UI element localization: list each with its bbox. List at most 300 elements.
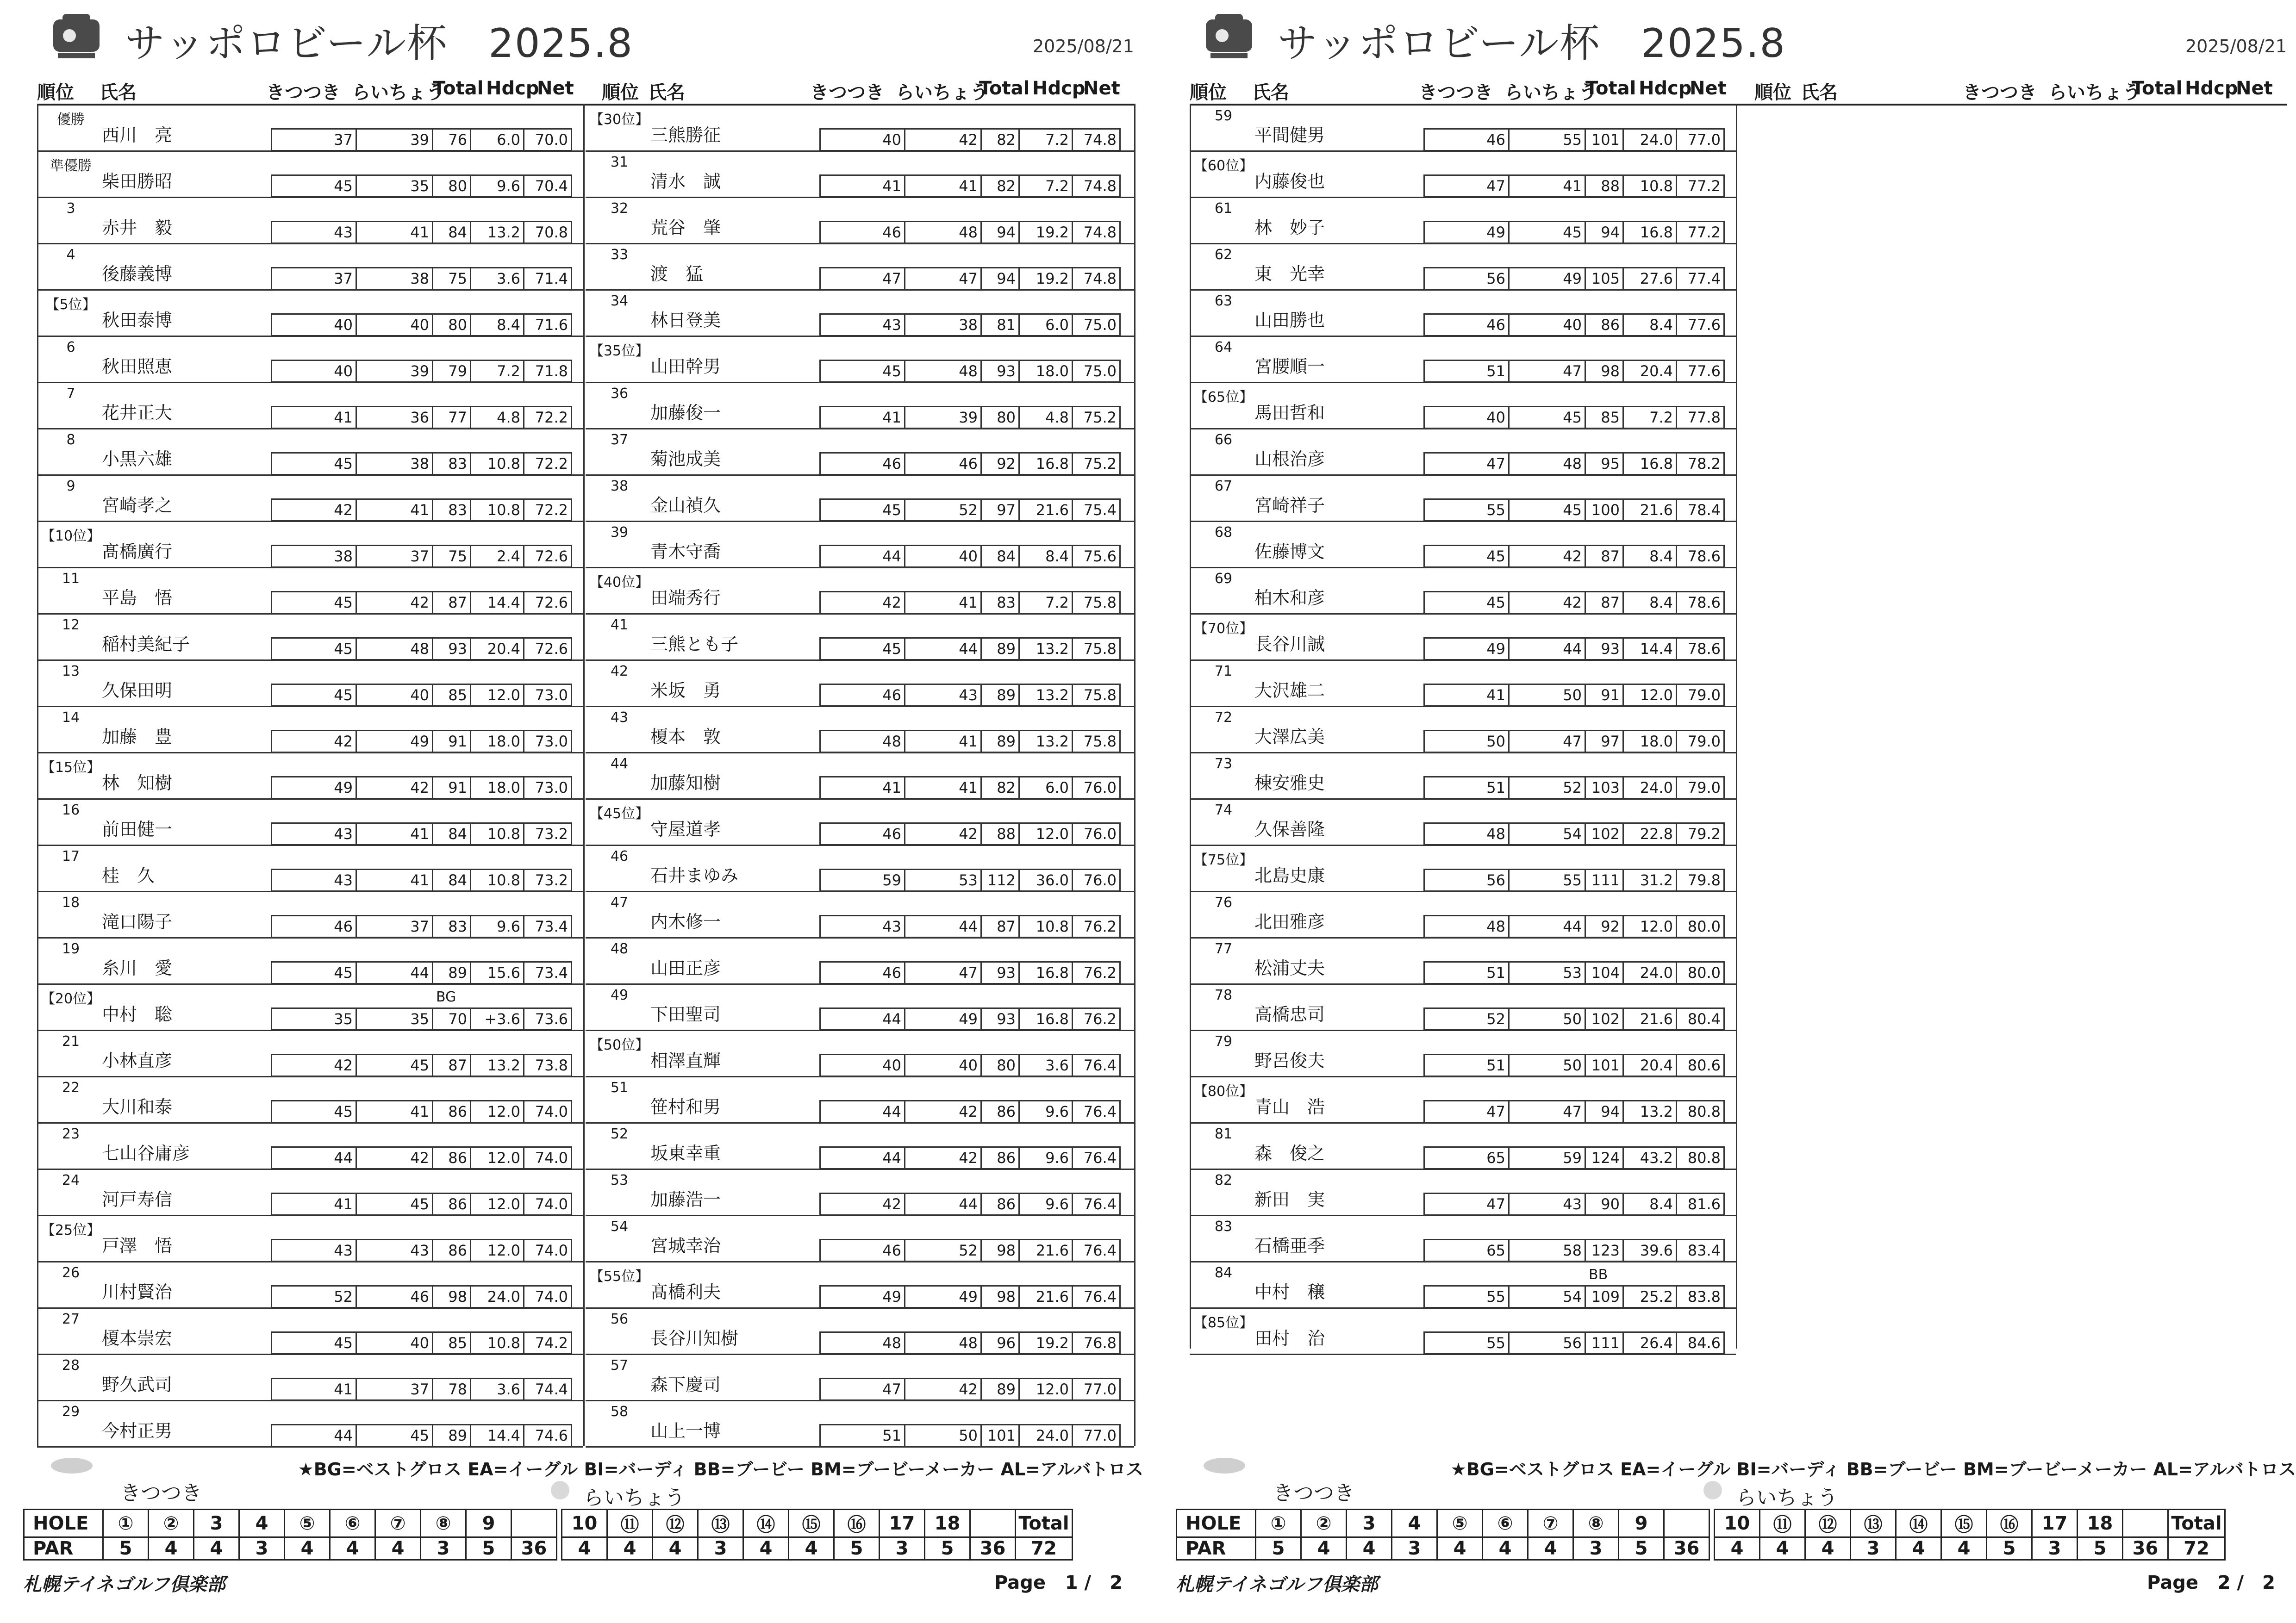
net-score: 74.8 — [1083, 270, 1117, 287]
handicap: 4.8 — [1020, 407, 1073, 428]
hole-number: ⑭ — [1896, 1510, 1941, 1537]
rank-cell: 【20位】 — [41, 991, 101, 1007]
total-score: 88 — [982, 824, 1020, 844]
total-score: 90 — [1586, 1194, 1624, 1214]
page-footer — [1176, 1449, 2296, 1623]
net-score: 75.8 — [1083, 594, 1117, 611]
out-score: 46 — [272, 916, 357, 937]
total-score: 111 — [1586, 1333, 1624, 1353]
out-score: 46 — [1425, 315, 1510, 335]
rank-cell: 【80位】 — [1193, 1083, 1254, 1100]
out-score: 45 — [1425, 592, 1510, 613]
out-score: 52 — [1425, 1009, 1510, 1029]
rank-cell: 22 — [62, 1080, 80, 1096]
total-label: Total — [2168, 1510, 2225, 1537]
hole-number: ① — [1256, 1510, 1301, 1537]
in-score: 41 — [357, 500, 433, 520]
par-value: 3 — [239, 1537, 285, 1560]
out-score: 37 — [272, 268, 357, 289]
score-cells — [271, 174, 572, 198]
par-value: 4 — [1715, 1537, 1760, 1560]
out-score: 45 — [272, 685, 357, 705]
player-name: 久保善隆 — [1254, 819, 1325, 839]
result-row — [586, 1400, 1134, 1448]
handicap: 19.2 — [1020, 268, 1073, 289]
out-score: 41 — [1425, 685, 1510, 705]
rank-cell: 56 — [610, 1311, 629, 1327]
in-score: 37 — [357, 546, 433, 566]
out-score: 47 — [1425, 1194, 1510, 1214]
out-score: 45 — [272, 639, 357, 659]
net-score: 76.4 — [1083, 1103, 1117, 1120]
total-score: 86 — [982, 1148, 1020, 1168]
score-cells — [271, 1239, 572, 1262]
out-score: 40 — [821, 1055, 905, 1076]
net-score: 73.4 — [535, 918, 568, 935]
total-score: 89 — [433, 1425, 471, 1446]
out-score: 37 — [272, 130, 357, 150]
out-score: 65 — [1425, 1148, 1510, 1168]
page-footer — [23, 1449, 1148, 1623]
hole-number: ⑥ — [1483, 1510, 1528, 1537]
in-score: 40 — [357, 685, 433, 705]
player-name: 中村 穣 — [1254, 1282, 1325, 1302]
player-name: 北田雅彦 — [1254, 912, 1325, 932]
result-row — [1190, 798, 1736, 846]
result-row — [1190, 150, 1736, 198]
total-score: 105 — [1586, 268, 1624, 289]
in-score: 42 — [905, 130, 982, 150]
total-score: 78 — [433, 1379, 471, 1399]
handicap: 19.2 — [1020, 222, 1073, 243]
player-name: 前田健一 — [102, 819, 173, 839]
in-score: 41 — [905, 731, 982, 752]
par-value: 3 — [698, 1537, 743, 1560]
in-score: 47 — [905, 963, 982, 983]
net-score: 72.2 — [535, 455, 568, 473]
handicap: 24.0 — [1020, 1425, 1073, 1446]
rank-cell: 14 — [62, 709, 80, 726]
course-out-label: きつつき — [120, 1481, 202, 1505]
player-name: 内木修一 — [650, 912, 721, 932]
result-row — [586, 1307, 1134, 1355]
net-score: 74.8 — [1083, 131, 1117, 149]
in-score: 41 — [905, 592, 982, 613]
hole-number: 17 — [880, 1510, 925, 1537]
in-score: 50 — [905, 1425, 982, 1446]
player-name: 石井まゆみ — [650, 865, 739, 886]
result-row — [37, 521, 583, 568]
player-name: 高橋忠司 — [1254, 1004, 1325, 1025]
net-score: 74.4 — [535, 1380, 568, 1398]
handicap: 12.0 — [471, 685, 524, 705]
rank-cell: 71 — [1214, 663, 1233, 679]
player-name: 野久武司 — [102, 1374, 173, 1395]
player-name: 田端秀行 — [650, 588, 721, 608]
score-cells — [271, 1007, 572, 1031]
rank-cell: 57 — [610, 1357, 629, 1374]
rank-cell: 42 — [610, 663, 629, 679]
in-score: 56 — [1510, 1333, 1586, 1353]
result-row — [1190, 613, 1736, 661]
total-score: 91 — [1586, 685, 1624, 705]
page-title: サッポロビール杯 2025.8 — [125, 20, 634, 67]
result-row — [586, 1169, 1134, 1216]
score-cells — [1423, 1193, 1725, 1216]
out-score: 59 — [821, 870, 905, 890]
net-score: 77.8 — [1687, 409, 1721, 426]
out-score: 46 — [821, 963, 905, 983]
rank-cell: 67 — [1214, 478, 1233, 494]
print-date: 2025/08/21 — [2185, 36, 2287, 56]
result-row — [586, 1122, 1134, 1170]
player-name: 滝口陽子 — [102, 912, 173, 932]
score-cells — [1423, 730, 1725, 753]
result-row — [586, 1215, 1134, 1262]
player-name: 山上一博 — [650, 1421, 721, 1441]
hdcp-header: Hdcp — [486, 78, 539, 99]
par-value: 4 — [1941, 1537, 1987, 1560]
player-name: 川村賢治 — [102, 1282, 173, 1302]
player-name: 長谷川誠 — [1254, 634, 1325, 654]
result-row — [37, 983, 583, 1031]
total-score: 98 — [982, 1287, 1020, 1307]
net-score: 72.2 — [535, 409, 568, 426]
name-header: 氏名 — [100, 82, 137, 103]
score-cells — [819, 1193, 1121, 1216]
handicap: 22.8 — [1624, 824, 1677, 844]
rank-cell: 33 — [610, 247, 629, 263]
handicap: 9.6 — [471, 916, 524, 937]
total-score: 85 — [1586, 407, 1624, 428]
out-score: 44 — [821, 1101, 905, 1122]
total-score: 91 — [433, 777, 471, 798]
hole-number: ② — [1301, 1510, 1347, 1537]
par-value: 4 — [375, 1537, 421, 1560]
rank-cell: 76 — [1214, 895, 1233, 911]
out-score: 43 — [272, 222, 357, 243]
par-label: PAR — [1177, 1537, 1256, 1560]
name-header: 氏名 — [1252, 82, 1289, 103]
player-name: 東 光幸 — [1254, 264, 1325, 284]
result-row — [1190, 706, 1736, 753]
in-score: 42 — [905, 1148, 982, 1168]
rank-cell: 49 — [610, 987, 629, 1003]
in-score: 47 — [1510, 1101, 1586, 1122]
result-row — [586, 150, 1134, 198]
out-score: 42 — [821, 592, 905, 613]
total-header: Total — [2132, 78, 2183, 99]
out-score: 49 — [272, 777, 357, 798]
in-score: 39 — [357, 361, 433, 381]
hole-number: 9 — [466, 1510, 512, 1537]
handicap: 18.0 — [471, 731, 524, 752]
out-score: 42 — [272, 500, 357, 520]
net-header: Net — [1083, 78, 1120, 99]
in-score: 48 — [905, 361, 982, 381]
handicap: 14.4 — [471, 592, 524, 613]
hole-number: ① — [103, 1510, 149, 1537]
handicap: 25.2 — [1624, 1287, 1677, 1307]
handicap: 7.2 — [1624, 407, 1677, 428]
par-value: 4 — [285, 1537, 330, 1560]
handicap: 21.6 — [1624, 500, 1677, 520]
total-score: 81 — [982, 315, 1020, 335]
in-score: 45 — [357, 1194, 433, 1214]
score-cells — [819, 1239, 1121, 1262]
result-row — [37, 289, 583, 337]
in-score: 42 — [357, 592, 433, 613]
in-header: らいちょう — [1504, 82, 1597, 103]
total-score: 96 — [982, 1333, 1020, 1353]
par-value: 3 — [421, 1537, 466, 1560]
name-header: 氏名 — [1801, 82, 1838, 103]
rank-cell: 74 — [1214, 802, 1233, 818]
result-row — [586, 428, 1134, 476]
par-value: 5 — [466, 1537, 512, 1560]
handicap: 12.0 — [1624, 916, 1677, 937]
hole-number: 18 — [2078, 1510, 2123, 1537]
player-name: 山田幹男 — [650, 356, 721, 377]
score-cells — [271, 637, 572, 660]
out-header: きつつき — [1419, 82, 1493, 103]
handicap: 31.2 — [1624, 870, 1677, 890]
in-score: 40 — [1510, 315, 1586, 335]
award-mark: BB — [1589, 1267, 1608, 1283]
spacer — [557, 1510, 562, 1537]
net-header: Net — [2236, 78, 2273, 99]
score-cells — [1423, 1146, 1725, 1169]
player-name: 中村 聡 — [102, 1004, 173, 1025]
hole-number: ⑦ — [375, 1510, 421, 1537]
net-score: 76.4 — [1083, 1242, 1117, 1259]
net-score: 76.8 — [1083, 1334, 1117, 1352]
rank-cell: 17 — [62, 848, 80, 864]
legend: ★BG=ベストグロス EA=イーグル BI=バーディ BB=ブービー BM=ブービーメーカー AL=アルバトロス — [1450, 1459, 2296, 1480]
page-header — [23, 0, 1148, 69]
in-score: 49 — [1510, 268, 1586, 289]
score-cells — [1423, 360, 1725, 383]
player-name: 秋田照恵 — [102, 356, 173, 377]
par-value: 4 — [1483, 1537, 1528, 1560]
net-score: 78.6 — [1687, 640, 1721, 658]
out-score: 55 — [1425, 1333, 1510, 1353]
page-label: Page — [994, 1572, 1046, 1593]
total-score: 79 — [433, 361, 471, 381]
handicap: 21.6 — [1020, 1287, 1073, 1307]
net-score: 72.6 — [535, 547, 568, 565]
total-score: 86 — [1586, 315, 1624, 335]
par-value: 4 — [789, 1537, 834, 1560]
in-score: 41 — [905, 176, 982, 196]
par-value: 4 — [1301, 1537, 1347, 1560]
net-score: 80.0 — [1687, 918, 1721, 935]
hole-label: HOLE — [24, 1510, 103, 1537]
score-cells — [271, 1424, 572, 1447]
total-score: 77 — [433, 407, 471, 428]
player-name: 加藤 豊 — [102, 727, 173, 747]
player-name: 赤井 毅 — [102, 218, 173, 238]
hdcp-header: Hdcp — [1639, 78, 1692, 99]
rank-cell: 84 — [1214, 1265, 1233, 1281]
net-score: 76.4 — [1083, 1195, 1117, 1213]
rank-cell: 58 — [610, 1404, 629, 1420]
in-score: 59 — [1510, 1148, 1586, 1168]
net-score: 71.4 — [535, 270, 568, 287]
result-row — [1190, 891, 1736, 939]
result-row — [1190, 243, 1736, 291]
rank-cell: 【10位】 — [41, 528, 101, 544]
par-value: 4 — [330, 1537, 375, 1560]
result-row — [37, 659, 583, 707]
handicap: 10.8 — [471, 824, 524, 844]
rank-cell: 26 — [62, 1265, 80, 1281]
total-score: 83 — [433, 454, 471, 474]
player-name: 小黒六雄 — [102, 449, 173, 469]
total-label: Total — [1016, 1510, 1073, 1537]
rank-cell: 53 — [610, 1172, 629, 1188]
handicap: 3.6 — [1020, 1055, 1073, 1076]
hole-number: ⑮ — [789, 1510, 834, 1537]
handicap: 16.8 — [1624, 222, 1677, 243]
award-mark: BG — [436, 989, 456, 1005]
spacer — [1710, 1537, 1715, 1560]
in-score: 41 — [357, 824, 433, 844]
handicap: 18.0 — [471, 777, 524, 798]
handicap: 36.0 — [1020, 870, 1073, 890]
par-value: 5 — [834, 1537, 880, 1560]
handicap: 2.4 — [471, 546, 524, 566]
rank-cell: 優勝 — [57, 112, 85, 128]
out-score: 45 — [272, 592, 357, 613]
result-row — [1190, 1261, 1736, 1309]
result-row — [1190, 1215, 1736, 1262]
net-score: 76.4 — [1083, 1057, 1117, 1074]
net-score: 72.6 — [535, 594, 568, 611]
hole-number: ⑬ — [1851, 1510, 1896, 1537]
result-row — [37, 197, 583, 244]
golf-ball-icon — [51, 1458, 93, 1474]
player-name: 守屋道孝 — [650, 819, 721, 839]
player-name: 清水 誠 — [650, 171, 721, 192]
player-name: 内藤俊也 — [1254, 171, 1325, 192]
result-row — [586, 891, 1134, 939]
net-score: 75.2 — [1083, 409, 1117, 426]
out-score: 52 — [272, 1287, 357, 1307]
handicap: 24.0 — [1624, 777, 1677, 798]
net-score: 75.0 — [1083, 316, 1117, 334]
handicap: 10.8 — [471, 870, 524, 890]
handicap: 14.4 — [1624, 639, 1677, 659]
player-name: 大沢雄二 — [1254, 680, 1325, 701]
score-cells — [1423, 915, 1725, 938]
total-score: 98 — [433, 1287, 471, 1307]
net-score: 72.6 — [535, 640, 568, 658]
out-score: 50 — [1425, 731, 1510, 752]
rank-cell: 29 — [62, 1404, 80, 1420]
score-cells — [1423, 776, 1725, 799]
score-cells — [819, 1424, 1121, 1447]
result-row — [37, 1215, 583, 1262]
handicap: 18.0 — [1020, 361, 1073, 381]
out-score: 48 — [1425, 824, 1510, 844]
in-score: 47 — [1510, 731, 1586, 752]
out-score: 38 — [272, 546, 357, 566]
hole-number: ⑭ — [743, 1510, 789, 1537]
par-value: 5 — [1987, 1537, 2032, 1560]
total-score: 98 — [982, 1240, 1020, 1261]
total-score: 89 — [982, 685, 1020, 705]
out-score: 49 — [1425, 222, 1510, 243]
rank-cell: 28 — [62, 1357, 80, 1374]
score-cells — [819, 776, 1121, 799]
out-score: 51 — [821, 1425, 905, 1446]
in-score: 45 — [1510, 407, 1586, 428]
player-name: 金山禎久 — [650, 495, 721, 516]
total-score: 84 — [982, 546, 1020, 566]
hole-number: ⑬ — [698, 1510, 743, 1537]
player-name: 長谷川知樹 — [650, 1328, 739, 1349]
out-score: 40 — [1425, 407, 1510, 428]
handicap: 7.2 — [1020, 592, 1073, 613]
out-score: 42 — [821, 1194, 905, 1214]
hole-number: 3 — [1347, 1510, 1392, 1537]
rank-cell: 32 — [610, 200, 629, 217]
player-name: 平間健男 — [1254, 125, 1325, 145]
handicap: +3.6 — [471, 1009, 524, 1029]
par-value: 3 — [2032, 1537, 2078, 1560]
in-score: 49 — [357, 731, 433, 752]
rank-cell: 9 — [66, 478, 75, 494]
score-cells — [271, 1285, 572, 1308]
results-page-1 — [23, 0, 1148, 1623]
par-value: 4 — [562, 1537, 607, 1560]
net-score: 73.2 — [535, 871, 568, 889]
total-score: 86 — [433, 1240, 471, 1261]
result-row — [37, 428, 583, 476]
handicap: 12.0 — [471, 1101, 524, 1122]
in-score: 42 — [357, 777, 433, 798]
rank-cell: 43 — [610, 709, 629, 726]
out-score: 56 — [1425, 870, 1510, 890]
player-name: 戸澤 悟 — [102, 1236, 173, 1256]
net-score: 81.6 — [1687, 1195, 1721, 1213]
par-value: 4 — [1760, 1537, 1805, 1560]
score-cells — [819, 1146, 1121, 1169]
hole-label: HOLE — [1177, 1510, 1256, 1537]
player-name: 稲村美紀子 — [102, 634, 190, 654]
player-name: 相澤直輝 — [650, 1051, 721, 1071]
in-score: 35 — [357, 1009, 433, 1029]
handicap: 10.8 — [1624, 176, 1677, 196]
handicap: 7.2 — [471, 361, 524, 381]
result-row — [37, 243, 583, 291]
total-score: 101 — [1586, 1055, 1624, 1076]
in-score: 41 — [1510, 176, 1586, 196]
golf-tee-icon — [1703, 1481, 1722, 1499]
total-score: 94 — [1586, 1101, 1624, 1122]
score-cells — [271, 452, 572, 475]
total-score: 87 — [433, 592, 471, 613]
out-score: 65 — [1425, 1240, 1510, 1261]
player-name: 三熊勝征 — [650, 125, 721, 145]
player-name: 米坂 勇 — [650, 680, 721, 701]
in-score: 44 — [905, 1194, 982, 1214]
total-score: 94 — [982, 268, 1020, 289]
handicap: 21.6 — [1020, 1240, 1073, 1261]
par-row — [1177, 1537, 2225, 1560]
in-score: 40 — [357, 1333, 433, 1353]
